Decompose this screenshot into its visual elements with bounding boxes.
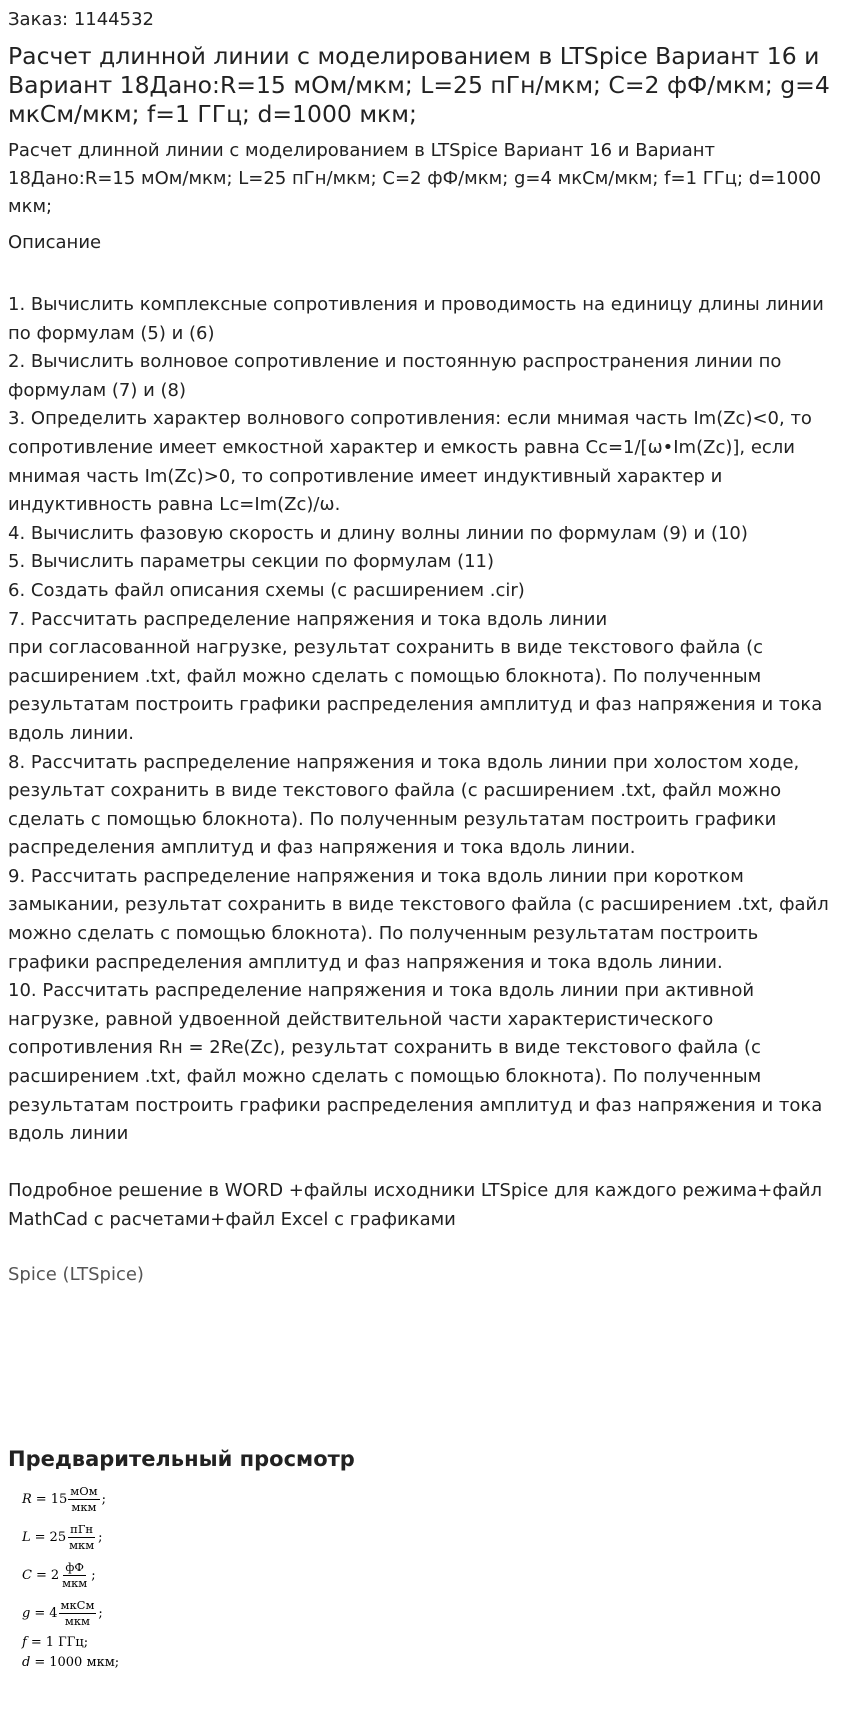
description-heading: Описание <box>8 232 102 253</box>
formula-value: 4 <box>49 1606 58 1622</box>
formula-variable: g <box>22 1606 31 1622</box>
formula-variable: L <box>22 1530 31 1546</box>
formula-variable: f <box>22 1635 27 1651</box>
formula-value: 25 <box>49 1530 67 1546</box>
formula-line: f = 1 ГГц; <box>22 1635 89 1651</box>
preview-image <box>22 1481 839 1673</box>
formula-line: g = 4 $\frac{\text{мкСм}}{\text{мкм}}$ ; <box>22 1598 103 1629</box>
formula-unit: $\frac{\text{мкСм}}{\text{мкм}}$ <box>60 1598 95 1629</box>
formula-value: 15 <box>50 1492 68 1508</box>
formula-line: L = 25 $\frac{\text{пГн}}{\text{мкм}}$ ; <box>22 1522 103 1553</box>
description-body: 1. Вычислить комплексные сопротивления и проводимость на единицу длины линии по формулам (5) и (6) 2. Вычислить волновое сопротивление и постоянную распространения линии по формулам (7) и (8) 3. Определить характер волнового сопротивления: если мнимая часть Im(Zc)<0, то сопротивление имеет емкостной характер и емкость равна Cc=1/[ω•Im(Zc)], если мнимая часть Im(Zc)>0, то сопротивление имеет индуктивный характер и индуктивность равна Lc=Im(Zc)/ω. 4. Вычислить фазовую скорость и длину волны линии по формулам (9) и (10) 5. Вычислить параметры секции по формулам (11) 6. Создать файл описания схемы (с расширением .cir) 7. Рассчитать распределение напряжения и тока вдоль линии при согласованной нагрузке, результат сохранить в виде текстового файла (с расширением .txt, файл можно сделать с помощью блокнота). По полученным результатам построить графики распределения амплитуд и фаз напряжения и тока вдоль линии. 8. Рассчитать распределение напряжения и тока вдоль линии при холостом ходе, результат сохранить в виде текстового файла (с расширением .txt, файл можно сделать с помощью блокнота). По полученным результатам построить графики распределения амплитуд и фаз напряжения и тока вдоль линии. 9. Рассчитать распределение напряжения и тока вдоль линии при коротком замыкании, результат сохранить в виде текстового файла (с расширением .txt, файл можно сделать с помощью блокнота). По полученным результатам построить графики распределения амплитуд и фаз напряжения и тока вдоль линии. 10. Рассчитать распределение напряжения и тока вдоль линии при активной нагрузке, равной удвоенной действительной части характеристического сопротивления Rн = 2Re(Zc), результат сохранить в виде текстового файла (с расширением .txt, файл можно сделать с помощью блокнота). По полученным результатам построить графики распределения амплитуд и фаз напряжения и тока вдоль линии Подробное решение в WORD +файлы исходники LTSpice для каждого режима+файл MathCad с расчетами+файл Excel с графиками <box>8 294 829 1230</box>
formula-variable: R <box>22 1492 32 1508</box>
preview-heading: Предварительный просмотр <box>8 1446 355 1471</box>
page-title: Расчет длинной линии с моделированием в LTSpice Вариант 16 и Вариант 18Дано:R=15 мОм/мкм; L=25 пГн/мкм; C=2 фФ/мкм; g=4 мкСм/мкм; f=1 ГГц; d=1000 мкм; <box>8 42 830 128</box>
formula-unit: $\frac{\text{мОм}}{\text{мкм}}$ <box>70 1484 98 1515</box>
order-number: Заказ: 1144532 <box>8 9 154 30</box>
category-link[interactable]: Spice (LTSpice) <box>8 1263 144 1285</box>
formula-unit: $\frac{фФ}{\text{мкм}}$ <box>62 1560 88 1591</box>
formula-line: R = 15 $\frac{\text{мОм}}{\text{мкм}}$ ; <box>22 1484 106 1515</box>
formula-unit: $\frac{\text{пГн}}{\text{мкм}}$ <box>69 1522 95 1553</box>
formula-line: d = 1000 мкм; <box>22 1655 120 1671</box>
formula-value: 1000 мкм; <box>49 1655 120 1671</box>
short-description: Расчет длинной линии с моделированием в LTSpice Вариант 16 и Вариант 18Дано:R=15 мОм/мкм; L=25 пГн/мкм; C=2 фФ/мкм; g=4 мкСм/мкм; f=1 ГГц; d=1000 мкм; <box>8 140 822 217</box>
formula-value: 2 <box>50 1568 60 1584</box>
formula-value: 1 ГГц; <box>45 1635 89 1651</box>
formula-variable: d <box>22 1655 31 1671</box>
formula-line: C = 2 $\frac{фФ}{\text{мкм}}$ ; <box>22 1560 96 1591</box>
formula-variable: C <box>22 1568 32 1584</box>
